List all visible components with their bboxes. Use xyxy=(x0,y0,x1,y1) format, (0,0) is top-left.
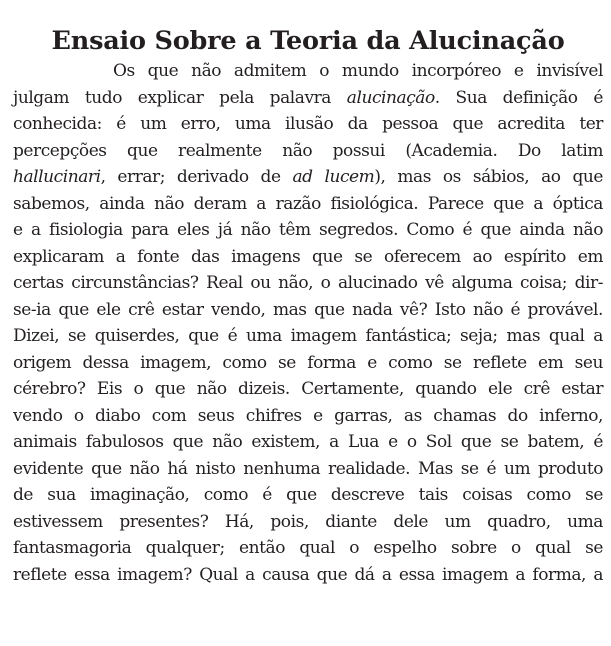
text-span: . Sua definição é xyxy=(434,87,603,108)
text-span: evidente que não há nisto nenhuma realidade. Mas se é um produto xyxy=(13,458,603,479)
text-span: reflete essa imagem? Qual a causa que dá a essa imagem a forma, a xyxy=(13,564,603,585)
text-span: sabemos, ainda não deram a razão fisiológica. Parece que a óptica xyxy=(13,193,603,214)
text-span: cérebro? Eis o que não dizeis. Certamente, quando ele crê estar xyxy=(13,379,603,399)
text-span: animais fabulosos que não existem, a Lua e o Sol que se batem, é xyxy=(13,432,603,452)
text-line xyxy=(13,323,603,350)
text-line xyxy=(13,482,603,509)
text-line xyxy=(13,244,603,271)
text-line xyxy=(13,350,603,377)
text-span: percepções que realmente não possui (Academia. Do latim xyxy=(13,140,603,161)
text-line xyxy=(13,509,603,536)
page-title: Ensaio Sobre a Teoria da Alucinação xyxy=(51,26,565,56)
text-span: julgam tudo explicar pela palavra xyxy=(13,87,347,108)
text-line xyxy=(13,138,603,165)
text-span: ), mas os sábios, ao que xyxy=(374,167,603,187)
text-line xyxy=(13,164,603,191)
text-span: de sua imaginação, como é que descreve tais coisas como se xyxy=(13,485,603,505)
italic-term: alucinação xyxy=(346,87,435,108)
text-line xyxy=(13,111,603,138)
text-line xyxy=(13,85,603,112)
text-span: Dizei, se quiserdes, que é uma imagem fantástica; seja; mas qual a xyxy=(13,326,603,346)
text-span: fantasmagoria qualquer; então qual o espelho sobre o qual se xyxy=(13,538,603,558)
text-span: vendo o diabo com seus chifres e garras, as chamas do inferno, xyxy=(13,405,603,426)
text-span: se-ia que ele crê estar vendo, mas que nada vê? Isto não é provável. xyxy=(13,299,603,320)
text-span: conhecida: é um erro, uma ilusão da pessoa que acredita ter xyxy=(13,114,603,134)
text-span: certas circunstâncias? Real ou não, o alucinado vê alguma coisa; dir- xyxy=(13,273,603,293)
text-line xyxy=(13,376,603,403)
text-line xyxy=(13,191,603,218)
text-span: explicaram a fonte das imagens que se oferecem ao espírito em xyxy=(13,246,603,267)
text-line xyxy=(13,270,603,297)
italic-term: hallucinari xyxy=(13,167,101,187)
text-span: Os que não admitem o mundo incorpóreo e invisível xyxy=(113,61,603,81)
text-span: estivessem presentes? Há, pois, diante dele um quadro, uma xyxy=(13,511,603,532)
text-span: , errar; derivado de xyxy=(100,167,293,187)
text-line xyxy=(13,562,603,589)
text-span: e a fisiologia para eles já não têm segredos. Como é que ainda não xyxy=(13,220,603,240)
text-line xyxy=(13,535,603,562)
text-line xyxy=(13,429,603,456)
text-line xyxy=(13,403,603,430)
text-line xyxy=(13,58,603,85)
italic-term: ad lucem xyxy=(292,167,375,187)
body-paragraph xyxy=(13,58,603,588)
text-line xyxy=(13,456,603,483)
text-line xyxy=(13,217,603,244)
text-line xyxy=(13,297,603,324)
text-span: origem dessa imagem, como se forma e como se reflete em seu xyxy=(13,352,603,373)
